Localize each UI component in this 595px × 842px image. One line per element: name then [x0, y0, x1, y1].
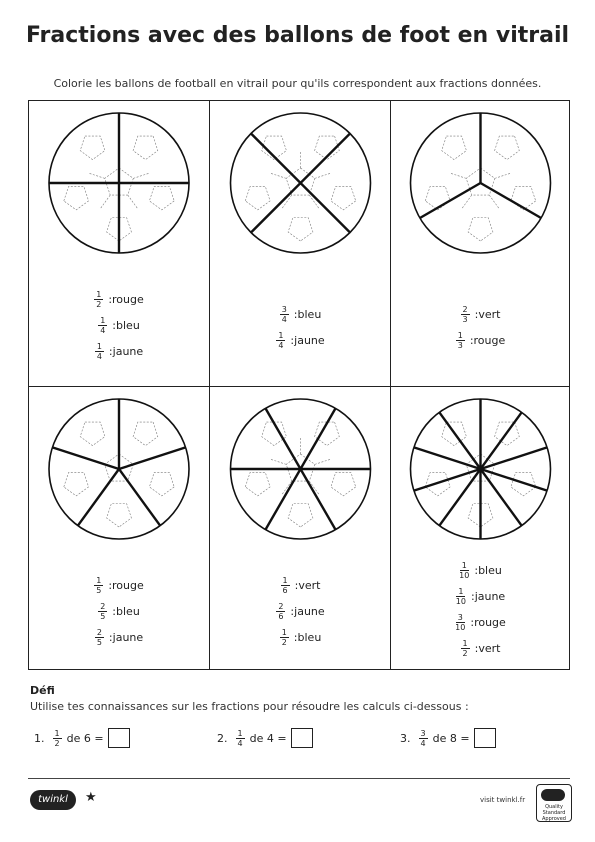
problem-text: de 6 = [66, 731, 104, 745]
fraction-numerator: 1 [461, 560, 467, 570]
separator: : [108, 292, 113, 306]
fraction-row [391, 327, 570, 353]
fraction [95, 342, 104, 361]
soccer-ball-icon[interactable] [391, 101, 570, 261]
fraction-numerator: 1 [96, 341, 102, 351]
fraction-denominator: 5 [96, 585, 102, 595]
fraction-row [391, 557, 570, 583]
problem-number: 2. [217, 731, 228, 745]
fraction-row [29, 286, 209, 312]
fraction-denominator: 5 [100, 611, 106, 621]
ball-cell [391, 387, 570, 669]
fraction-denominator: 10 [455, 596, 466, 606]
separator: : [293, 630, 298, 644]
fraction-numerator: 2 [96, 627, 102, 637]
fraction [419, 729, 428, 748]
fraction-row [29, 598, 209, 624]
fraction-denominator: 4 [420, 738, 426, 748]
fraction-numerator: 1 [237, 728, 243, 738]
color-label: vert [298, 578, 321, 592]
fraction-denominator: 10 [459, 570, 470, 580]
twinkl-logo: twinkl [30, 790, 76, 810]
fraction-numerator: 3 [281, 304, 287, 314]
fraction [461, 639, 470, 658]
separator: : [470, 589, 475, 603]
separator: : [294, 578, 299, 592]
separator: : [290, 604, 295, 618]
color-label: rouge [112, 292, 144, 306]
fraction [281, 576, 290, 595]
fraction-row [210, 598, 391, 624]
fraction-row [391, 301, 570, 327]
answer-box[interactable] [291, 728, 313, 748]
fraction-row [29, 624, 209, 650]
fraction [95, 628, 104, 647]
fraction-denominator: 3 [462, 314, 468, 324]
footer-visit-text: visit twinkl.fr [480, 796, 526, 804]
answer-box[interactable] [108, 728, 130, 748]
soccer-ball-icon[interactable] [29, 387, 209, 547]
problem-text: de 4 = [249, 731, 287, 745]
separator: : [112, 318, 117, 332]
fraction-numerator: 2 [100, 601, 106, 611]
soccer-ball-icon[interactable] [210, 101, 391, 261]
soccer-ball-icon[interactable] [391, 387, 570, 547]
soccer-ball-icon[interactable] [29, 101, 209, 261]
ball-cell [29, 387, 209, 669]
fraction-numerator: 1 [281, 627, 287, 637]
challenge-problem [34, 728, 130, 748]
challenge-instruction: Utilise tes connaissances sur les fractions pour résoudre les calculs ci-dessous : [30, 700, 469, 713]
separator: : [112, 604, 117, 618]
fraction [456, 587, 466, 606]
fraction-legend [29, 572, 209, 650]
separator: : [293, 307, 298, 321]
fraction-numerator: 1 [457, 330, 463, 340]
fraction [455, 613, 465, 632]
fraction [456, 331, 465, 350]
fraction [276, 602, 285, 621]
color-label: bleu [116, 604, 140, 618]
fraction [236, 729, 245, 748]
fraction-denominator: 2 [281, 637, 287, 647]
fraction-row [210, 572, 391, 598]
page-title: Fractions avec des ballons de foot en vitrail [25, 23, 570, 48]
ball-cell [210, 387, 391, 669]
problem-text: de 8 = [432, 731, 470, 745]
fraction-denominator: 2 [462, 648, 468, 658]
fraction-denominator: 5 [96, 637, 102, 647]
fraction-numerator: 1 [100, 315, 106, 325]
fraction-legend [391, 301, 570, 353]
fraction-legend [391, 557, 570, 661]
fraction-denominator: 2 [54, 738, 60, 748]
fraction-numerator: 3 [420, 728, 426, 738]
exercise-grid [28, 100, 570, 670]
fraction-denominator: 4 [278, 340, 284, 350]
fraction-row [29, 572, 209, 598]
fraction-denominator: 2 [96, 299, 102, 309]
fraction-numerator: 2 [278, 601, 284, 611]
fraction-legend [29, 286, 209, 364]
color-label: rouge [473, 333, 506, 347]
separator: : [474, 563, 479, 577]
fraction [280, 628, 289, 647]
fraction [276, 331, 285, 350]
separator: : [474, 307, 479, 321]
separator: : [469, 333, 474, 347]
fraction-numerator: 2 [462, 304, 468, 314]
fraction-row [391, 583, 570, 609]
fraction-numerator: 1 [282, 575, 288, 585]
color-label: bleu [297, 307, 322, 321]
star-icon: ★ [85, 790, 97, 805]
fraction-row [210, 301, 391, 327]
problem-number: 3. [400, 731, 411, 745]
fraction-denominator: 6 [278, 611, 284, 621]
separator: : [108, 630, 113, 644]
separator: : [290, 333, 295, 347]
fraction-numerator: 1 [54, 728, 60, 738]
soccer-ball-icon[interactable] [210, 387, 391, 547]
fraction-numerator: 1 [458, 586, 464, 596]
fraction [280, 305, 289, 324]
fraction [94, 576, 103, 595]
color-label: jaune [112, 344, 144, 358]
fraction [461, 305, 470, 324]
color-label: bleu [297, 630, 322, 644]
fraction-denominator: 6 [282, 585, 288, 595]
ball-cell [210, 101, 391, 386]
color-label: jaune [112, 630, 144, 644]
color-label: jaune [294, 604, 325, 618]
fraction-denominator: 4 [281, 314, 287, 324]
fraction-row [210, 327, 391, 353]
fraction-numerator: 1 [278, 330, 284, 340]
color-label: rouge [474, 615, 506, 629]
separator: : [108, 344, 113, 358]
color-label: rouge [112, 578, 144, 592]
fraction-legend [210, 572, 391, 650]
separator: : [474, 641, 479, 655]
fraction-numerator: 1 [96, 289, 102, 299]
fraction-denominator: 10 [455, 622, 466, 632]
fraction-row [210, 624, 391, 650]
problem-number: 1. [34, 731, 45, 745]
fraction-denominator: 3 [457, 340, 463, 350]
fraction-denominator: 4 [100, 325, 106, 335]
answer-box[interactable] [474, 728, 496, 748]
fraction-row [29, 312, 209, 338]
challenge-problem [217, 728, 313, 748]
fraction [459, 561, 469, 580]
fraction [98, 602, 107, 621]
separator: : [108, 578, 113, 592]
color-label: bleu [478, 563, 502, 577]
fraction-numerator: 1 [462, 638, 468, 648]
quality-badge-icon [536, 784, 572, 822]
color-label: jaune [474, 589, 506, 603]
color-label: bleu [116, 318, 140, 332]
fraction-numerator: 1 [96, 575, 102, 585]
separator: : [470, 615, 475, 629]
ball-cell [29, 101, 209, 386]
page-subtitle: Colorie les ballons de football en vitrail pour qu'ils correspondent aux fractions données. [53, 77, 542, 90]
color-label: vert [478, 307, 501, 321]
fraction [53, 729, 62, 748]
ball-cell [391, 101, 570, 386]
footer-divider [28, 778, 570, 779]
fraction [98, 316, 107, 335]
quality-badge-text: Quality Standard Approved [542, 804, 566, 822]
fraction-row [391, 635, 570, 661]
challenge-problem [400, 728, 496, 748]
fraction [94, 290, 103, 309]
fraction-row [391, 609, 570, 635]
fraction-denominator: 4 [237, 738, 243, 748]
fraction-legend [210, 301, 391, 353]
fraction-numerator: 3 [457, 612, 463, 622]
color-label: vert [478, 641, 501, 655]
challenge-heading: Défi [30, 684, 55, 697]
color-label: jaune [294, 333, 325, 347]
fraction-denominator: 4 [96, 351, 102, 361]
fraction-row [29, 338, 209, 364]
